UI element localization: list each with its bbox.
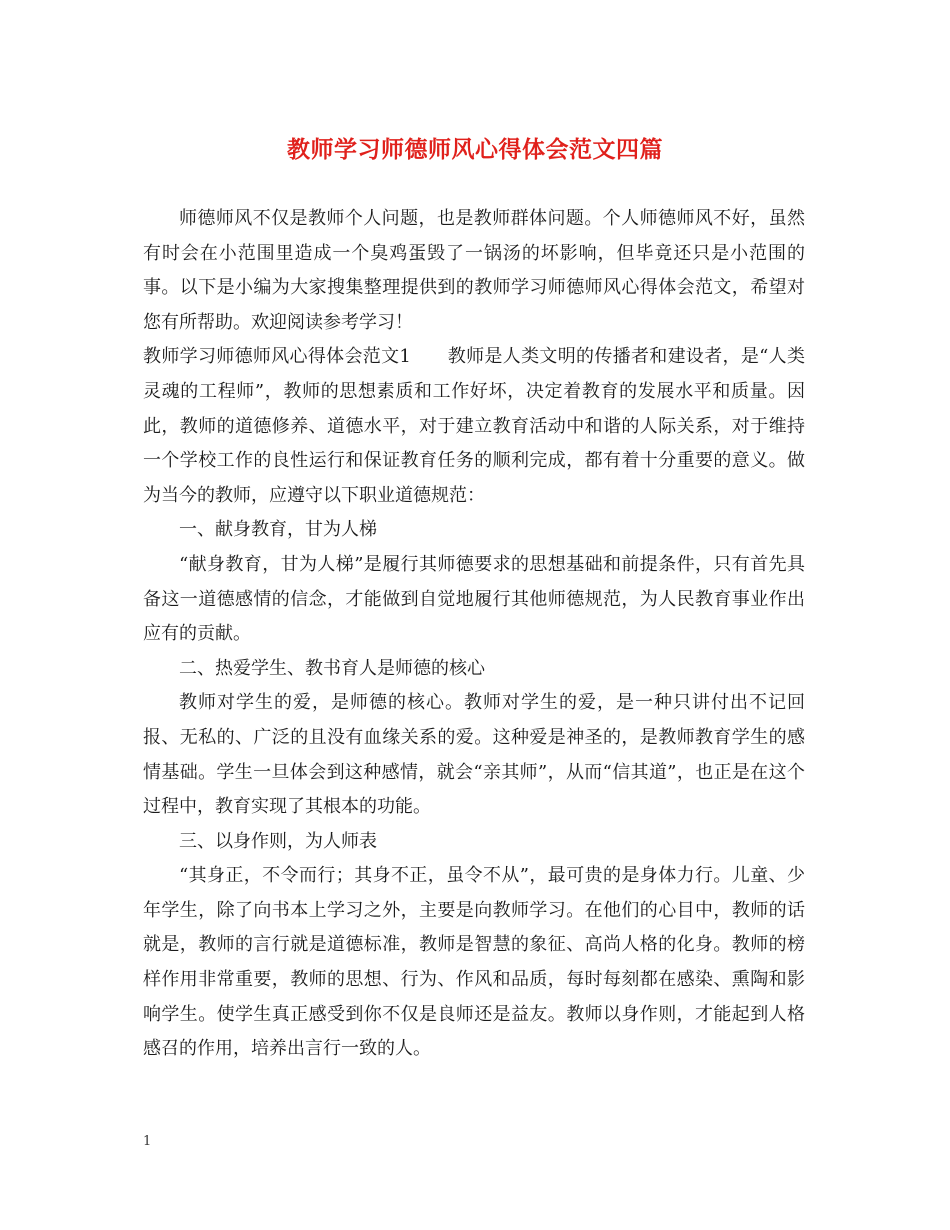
body-paragraph: 教师对学生的爱，是师德的核心。教师对学生的爱，是一种只讲付出不记回报、无私的、广泛的且没有血缘关系的爱。这种爱是神圣的，是教师教育学生的感情基础。学生一旦体会到这种感情，就会“亲其师”，从而“信其道”，也正是在这个过程中，教育实现了其根本的功能。: [143, 692, 805, 818]
section-heading-2: 二、热爱学生、教书育人是师德的核心: [179, 657, 485, 679]
section-heading-1: 一、献身教育，甘为人梯: [179, 519, 377, 541]
page-number: 1: [143, 1134, 152, 1149]
document-title: 教师学习师德师风心得体会范文四篇: [287, 136, 663, 163]
document-body: [143, 202, 805, 1067]
body-paragraph: “献身教育，甘为人梯”是履行其师德要求的思想基础和前提条件，只有首先具备这一道德感情的信念，才能做到自觉地履行其他师德规范，为人民教育事业作出应有的贡献。: [143, 553, 805, 645]
essay-1-opening-paragraph: 教师学习师德师风心得体会范文1 教师是人类文明的传播者和建设者，是“人类灵魂的工程师”，教师的思想素质和工作好坏，决定着教育的发展水平和质量。因此，教师的道德修养、道德水平，对于建立教育活动中和谐的人际关系，对于维持一个学校工作的良性运行和保证教育任务的顺利完成，都有着十分重要的意义。做为当今的教师，应遵守以下职业道德规范：: [143, 346, 805, 506]
intro-paragraph: 师德师风不仅是教师个人问题，也是教师群体问题。个人师德师风不好，虽然有时会在小范围里造成一个臭鸡蛋毁了一锅汤的坏影响，但毕竟还只是小范围的事。以下是小编为大家搜集整理提供到的教师学习师德师风心得体会范文，希望对您有所帮助。欢迎阅读参考学习！: [143, 208, 805, 333]
body-paragraph: “其身正，不令而行；其身不正，虽令不从”，最可贵的是身体力行。儿童、少年学生，除了向书本上学习之外，主要是向教师学习。在他们的心目中，教师的话就是，教师的言行就是道德标准，教师是智慧的象征、高尚人格的化身。教师的榜样作用非常重要，教师的思想、行为、作风和品质，每时每刻都在感染、熏陶和影响学生。使学生真正感受到你不仅是良师还是益友。教师以身作则，才能起到人格感召的作用，培养出言行一致的人。: [143, 865, 805, 1060]
section-heading-3: 三、以身作则，为人师表: [179, 830, 377, 852]
